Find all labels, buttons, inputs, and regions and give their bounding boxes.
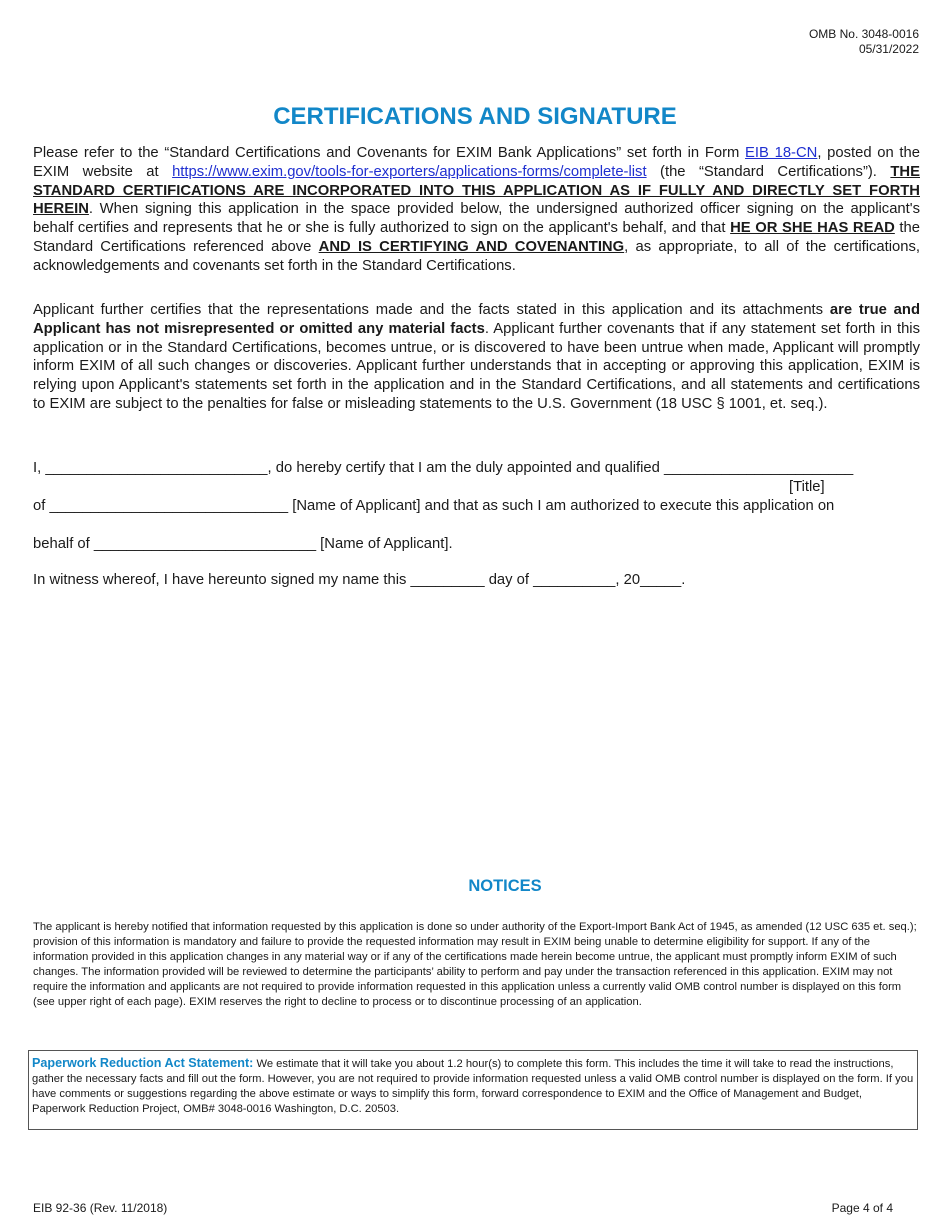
standard-certifications-paragraph xyxy=(33,144,920,276)
notices-body: The applicant is hereby notified that information requested by this application is done so under authority of the Export-Import Bank Act of 1945, as amended (12 USC 635 et. seq.); provision of this information is mandatory and failure to provide the requested information may result in EXIM being unable to determine eligibility for support. If any of the information provided in this application changes in any material way or if any of the certifications made herein become untrue, the applicant must promptly inform EXIM of such changes. The information provided will be reviewed to determine the participants’ ability to perform and pay under the transaction referenced in this application. EXIM may not require the information and applicants are not required to provide information requested in this application unless a currently valid OMB control number is displayed on this form (see upper right of each page). EXIM reserves the right to decline to process or to discontinue processing of an application. xyxy=(33,921,917,1008)
para1-text-5: the Standard Certifications referenced above xyxy=(33,220,920,255)
form-id: EIB 92-36 (Rev. 11/2018) xyxy=(33,1201,168,1215)
paperwork-reduction-heading: Paperwork Reduction Act Statement: xyxy=(32,1056,254,1070)
para1-text-3: (the “Standard Certifications”). xyxy=(646,163,891,180)
page-title: CERTIFICATIONS AND SIGNATURE xyxy=(273,103,677,130)
certify-line-behalf-of: behalf of ___________________________ [Name of Applicant]. xyxy=(33,536,453,552)
para1-text-1: Please refer to the “Standard Certifications and Covenants for EXIM Bank Applications” set forth in Form xyxy=(33,145,746,161)
page-number: Page 4 of 4 xyxy=(831,1201,893,1215)
para2-bold-true: are true and Applicant has not misrepresented or omitted any material facts xyxy=(33,302,920,337)
omb-info xyxy=(809,27,919,57)
eib-18-cn-link[interactable]: EIB 18-CN xyxy=(745,145,818,161)
para1-bold-incorporated: THE STANDARD CERTIFICATIONS ARE INCORPORATED INTO THIS APPLICATION AS IF FULLY AND DIRECTLY SET FORTH HEREIN xyxy=(33,163,920,218)
paperwork-reduction-box xyxy=(28,1050,918,1130)
certify-line-applicant: of _____________________________ [Name of Applicant] and that as such I am authorized to execute this application on xyxy=(33,498,835,514)
para1-text-2: , posted on the EXIM website at xyxy=(33,145,921,180)
notices-title: NOTICES xyxy=(468,877,542,895)
para2-text-1: Applicant further certifies that the representations made and the facts stated in this application and its attachments xyxy=(33,302,830,318)
para1-text-4: . When signing this application in the space provided below, the undersigned authorized officer signing on the applicant's behalf certifies and represents that he or she is fully authorized to sign on the applicant's behalf, and that xyxy=(33,201,920,237)
paperwork-reduction-body: We estimate that it will take you about 1.2 hour(s) to complete this form. This includes the time it will take to read the instructions, gather the necessary facts and fill out the form. However, you are not required to provide information requested unless a valid OMB control number is displayed on the form. If you have comments or suggestions regarding the above estimate or ways to simplify this form, forward correspondence to EXIM and the Office of Management and Budget, Paperwork Reduction Project, OMB# 3048-0016 Washington, D.C. 20503. xyxy=(32,1058,914,1115)
witness-line: In witness whereof, I have hereunto signed my name this _________ day of __________, 20_____. xyxy=(33,572,686,588)
para1-bold-certifying: AND IS CERTIFYING AND COVENANTING xyxy=(318,238,625,255)
exim-forms-url-link[interactable]: https://www.exim.gov/tools-for-exporters/applications-forms/complete-list xyxy=(172,163,647,180)
para1-bold-has-read: HE OR SHE HAS READ xyxy=(730,220,895,237)
title-field-label: [Title] xyxy=(789,479,825,495)
omb-expiry: 05/31/2022 xyxy=(858,42,919,56)
omb-number: OMB No. 3048-0016 xyxy=(808,27,919,41)
applicant-certifies-paragraph xyxy=(33,301,920,414)
para2-text-2: . Applicant further covenants that if any statement set forth in this application or in the Standard Certifications, becomes untrue, or is discovered to have been untrue when made, Applicant will promptly inform EXIM of all such changes or discoveries. Applicant further understands that in accepting or approving this application, EXIM is relying upon Applicant's statements set forth in the application and in the Standard Certifications, and all statements and certifications to EXIM are subject to the penalties for false or misleading statements to the U.S. Government (18 USC § 1001, et. seq.). xyxy=(33,320,920,412)
certify-line-name-title: I, ___________________________, do hereby certify that I am the duly appointed and qualified _______________________ xyxy=(33,460,854,476)
para1-text-6: , as appropriate, to all of the certifications, acknowledgements and covenants set forth in the Standard Certifications. xyxy=(33,238,921,274)
